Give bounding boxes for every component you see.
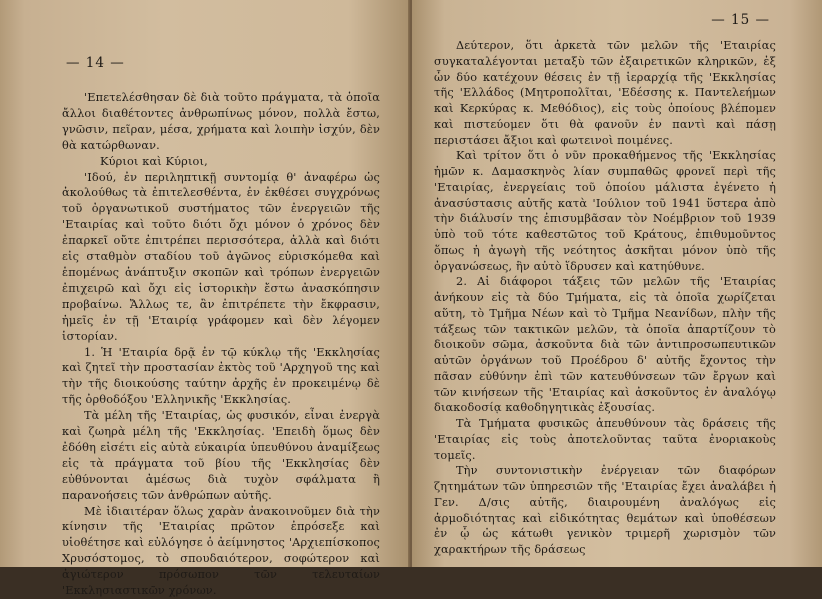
right-page-number: — 15 — [711, 12, 770, 28]
paragraph: 1. Ἡ 'Εταιρία δρᾷ ἐν τῷ κύκλῳ τῆς 'Εκκλησίας καὶ ζητεῖ τὴν προστασίαν ἐκτὸς τοῦ 'Αρχηγοῦ της καὶ τὴν τῆς διοικούσης ταύτην ἀρχῆς ἐν προκειμένῳ δὲ τῆς ὀρθοδόξου 'Ελληνικῆς 'Εκκλησίας. [62, 345, 380, 407]
paragraph: Τὰ Τμήματα φυσικῶς ἀπευθύνουν τὰς δράσεις τῆς 'Εταιρίας εἰς τοὺς ἀποτελοῦντας ταῦτα ἐνοριακοὺς τομεῖς. [434, 417, 776, 462]
right-page [412, 0, 822, 567]
paragraph: 2. Αἱ διάφοροι τάξεις τῶν μελῶν τῆς 'Εταιρίας ἀνήκουν εἰς τὰ δύο Τμήματα, εἰς τὰ ὁποῖα χωρίζεται αὕτη, τὸ Τμῆμα Νέων καὶ τὸ Τμῆμα Νεανίδων, πλὴν τῆς τάξεως τῶν τακτικῶν μελῶν, τὰ ὁποῖα ἀπαρτίζουν τὸ διοικοῦν σῶμα, ἀσκοῦντα διὰ τῶν ἀντιπροσωπευτικῶν αὐτῶν ὀργάνων τοῦ Προέδρου δ' αὐτῆς ἔχοντος τὴν πᾶσαν εὐθύνην ἐπὶ τῶν κατευθύνσεων τῶν ἔργων καὶ τῶν κινήσεων τῆς 'Εταιρίας καὶ ἀσκοῦντος ἐν ἀναλόγῳ διακοδοσίᾳ καθοδηγητικὰς ἐξουσίας. [434, 275, 776, 415]
left-page [0, 0, 410, 598]
right-page-text [434, 38, 776, 558]
paragraph: Δεύτερον, ὅτι ἀρκετὰ τῶν μελῶν τῆς 'Εταιρίας συγκαταλέγονται μεταξὺ τῶν ἐξαιρετικῶν κληρικῶν, ἐξ ὧν δύο κατέχουν θέσεις ἐν τῇ ἱεραρχίᾳ τῆς 'Εκκλησίας τῆς 'Ελλάδος (Μητροπολῖται, 'Εδέσσης κ. Παντελεήμων καὶ Κερκύρας κ. Μεθόδιος), εἰς τοὺς ὁποίους βλέπομεν καὶ πιστεύομεν ὅτι θὰ φανοῦν ἐν παντὶ καὶ πάσῃ περιστάσει ἄξιοι καὶ φωτεινοὶ ποιμένες. [434, 39, 776, 147]
salutation: Κύριοι καὶ Κύριοι, [100, 154, 208, 168]
paragraph: 'Ιδού, ἐν περιληπτικῇ συντομίᾳ θ' ἀναφέρω ὡς ἀκολούθως τὰ ἐπιτελεσθέντα, ἐν ἐκθέσει συγχρόνως τοῦ ὀργανωτικοῦ συστήματος τῶν ἐνεργειῶν τῆς 'Εταιρίας καὶ τοῦτο διότι ὄχι μόνον ὁ χρόνος δὲν ἐπαρκεῖ οὔτε ἐπιτρέπει περισσότερα, ἀλλὰ καὶ διότι εἰς σταθμὸν σταδίου τοῦ ἀγῶνος εὑρισκόμεθα καὶ ἑπομένως ἀνάπτυξιν σκοπῶν καὶ τρόπων ἐνεργειῶν ἐπιχειρῶ καὶ ὄχι εἰς ἱστορικὴν ἔστω ἀνασκόπησιν προβαίνω. Ἄλλως τε, ἂν ἐπιτρέπετε τὴν ἔκφρασιν, ἡμεῖς ἐν τῇ 'Εταιρίᾳ γράφομεν καὶ δὲν λέγομεν ἱστορίαν. [62, 170, 380, 343]
paragraph: Τὰ μέλη τῆς 'Εταιρίας, ὡς φυσικόν, εἶναι ἐνεργὰ καὶ ζωηρὰ μέλη τῆς 'Εκκλησίας. 'Επειδὴ ὅμως δὲν ἐδόθη εἰσέτι εἰς αὐτὰ εὐκαιρία ὑπευθύνου ἀναμίξεως εἰς τὰ πράγματα τοῦ βίου τῆς 'Εκκλησίας δὲν εὐθύνονται ἀμέσως διὰ τυχὸν σφάλματα ἢ παρανοήσεις τῶν ἀνθρώπων αὐτῆς. [62, 409, 380, 502]
paragraph: Καὶ τρίτον ὅτι ὁ νῦν προκαθήμενος τῆς 'Εκκλησίας ἡμῶν κ. Δαμασκηνὸς λίαν συμπαθῶς φρονεῖ περὶ τῆς 'Εταιρίας, ἐνεργείαις τοῦ ὁποίου μάλιστα ἐγένετο ἡ ἀνασύστασις αὐτῆς κατὰ 'Ιούλιον τοῦ 1941 ὕστερα ἀπὸ τὴν διάλυσίν της ἐπισυμβᾶσαν τὸν Νοέμβριον τοῦ 1939 ὑπὸ τοῦ τότε καθεστῶτος τοῦ Κράτους, ἐπιθυμοῦντος ὅπως ἡ ἀγωγὴ τῆς νεότητος ἀσκῆται μόνον ὑπὸ τῆς ὀργανώσεως, ἣν αὐτὸ ἵδρυσεν καὶ κατηύθυνε. [434, 149, 776, 273]
paragraph: Μὲ ἰδιαιτέραν ὅλως χαρὰν ἀνακοινοῦμεν διὰ τὴν κίνησιν τῆς 'Εταιρίας πρῶτον ἐπρόσεξε καὶ υἱοθέτησε καὶ εὐλόγησε ὁ ἀείμνηστος 'Αρχιεπίσκοπος Χρυσόστομος, τὸ σπουδαιότερον, σοφώτερον καὶ ἀγιώτερον πρόσωπον τῶν τελευταίων 'Εκκλησιαστικῶν χρόνων. [62, 504, 380, 598]
left-page-number: — 14 — [66, 55, 125, 71]
paragraph: 'Επετελέσθησαν δὲ διὰ τοῦτο πράγματα, τὰ ὁποῖα ἄλλοι διαθέτοντες ἀνθρωπίνως μόνον, πολλὰ ἔστω, γνῶσιν, πεῖραν, μέσα, χρήματα καὶ λοιπὴν ἰσχύν, δὲν θὰ κατώρθωναν. [62, 91, 380, 152]
left-page-text [62, 90, 380, 599]
paragraph: Τὴν συντονιστικὴν ἐνέργειαν τῶν διαφόρων ζητημάτων τῶν ὑπηρεσιῶν τῆς 'Εταιρίας ἔχει ἀναλάβει ἡ Γεν. Δ/σις αὐτῆς, διαιρουμένη ἀναλόγως εἰς ἁρμοδιότητας καὶ εἰδικότητας θεμάτων καὶ ὑποθέσεων ἐν ᾧ ὡς κάτωθι γενικὸν τριμερῆ χωρισμὸν τῶν χαρακτήρων τῆς δράσεως [434, 464, 776, 556]
